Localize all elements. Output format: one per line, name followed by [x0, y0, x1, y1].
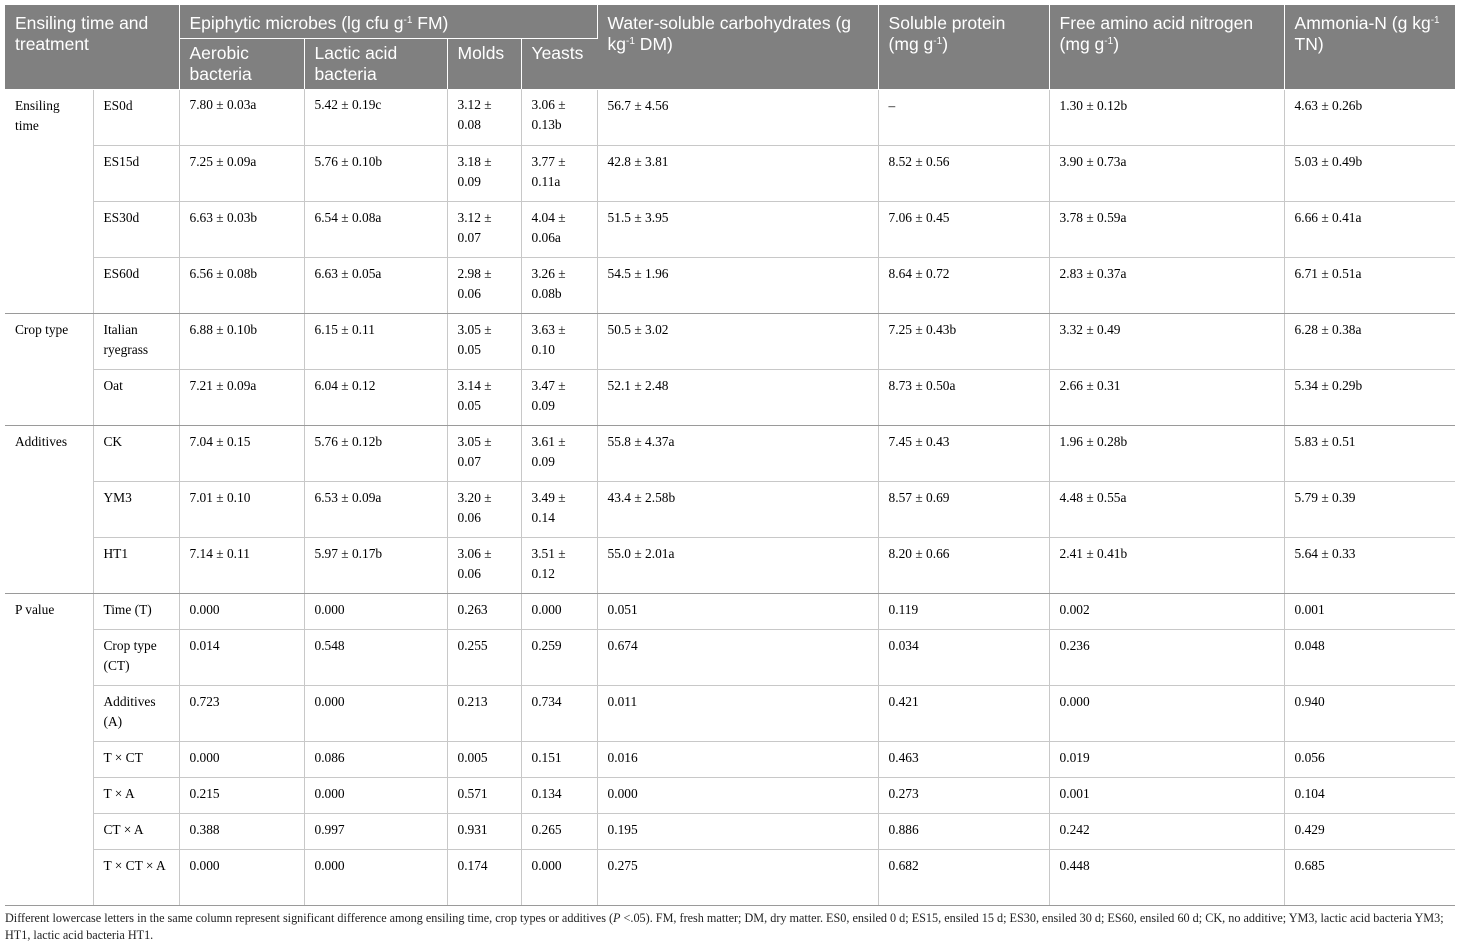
cell-aerobic-bacteria: 7.25 ± 0.09a [179, 145, 304, 201]
cell-yeasts: 3.61 ± 0.09 [521, 425, 597, 481]
cell-ammonia-n: 6.66 ± 0.41a [1284, 201, 1455, 257]
cell-lactic-acid-bacteria: 0.000 [304, 849, 447, 905]
header-aerobic-bacteria: Aerobic bacteria [179, 39, 304, 90]
cell-aerobic-bacteria: 0.000 [179, 593, 304, 629]
cell-soluble-protein: 8.20 ± 0.66 [878, 537, 1049, 593]
cell-aerobic-bacteria: 7.80 ± 0.03a [179, 89, 304, 145]
cell-soluble-protein: 0.463 [878, 741, 1049, 777]
cell-soluble-protein: 0.034 [878, 629, 1049, 685]
cell-water-soluble-carbohydrates: 43.4 ± 2.58b [597, 481, 878, 537]
cell-yeasts: 0.151 [521, 741, 597, 777]
cell-free-amino-acid-nitrogen: 3.32 ± 0.49 [1049, 313, 1284, 369]
cell-molds: 3.12 ± 0.08 [447, 89, 521, 145]
cell-yeasts: 3.63 ± 0.10 [521, 313, 597, 369]
table-row [5, 145, 1455, 201]
cell-lactic-acid-bacteria: 0.000 [304, 777, 447, 813]
cell-yeasts: 3.49 ± 0.14 [521, 481, 597, 537]
cell-soluble-protein: 8.52 ± 0.56 [878, 145, 1049, 201]
cell-lactic-acid-bacteria: 0.000 [304, 685, 447, 741]
cell-aerobic-bacteria: 6.63 ± 0.03b [179, 201, 304, 257]
cell-water-soluble-carbohydrates: 52.1 ± 2.48 [597, 369, 878, 425]
table-row [5, 425, 1455, 481]
cell-water-soluble-carbohydrates: 56.7 ± 4.56 [597, 89, 878, 145]
cell-soluble-protein: 0.273 [878, 777, 1049, 813]
cell-aerobic-bacteria: 0.014 [179, 629, 304, 685]
cell-free-amino-acid-nitrogen: 2.41 ± 0.41b [1049, 537, 1284, 593]
cell-yeasts: 3.51 ± 0.12 [521, 537, 597, 593]
cell-aerobic-bacteria: 6.56 ± 0.08b [179, 257, 304, 313]
header-epiphytic-microbes: Epiphytic microbes (lg cfu $g^{-1}$ FM) [179, 5, 597, 39]
table-row [5, 685, 1455, 741]
cell-water-soluble-carbohydrates: 42.8 ± 3.81 [597, 145, 878, 201]
cell-free-amino-acid-nitrogen: 2.83 ± 0.37a [1049, 257, 1284, 313]
cell-water-soluble-carbohydrates: 55.0 ± 2.01a [597, 537, 878, 593]
table-body [5, 89, 1455, 905]
cell-aerobic-bacteria: 7.04 ± 0.15 [179, 425, 304, 481]
cell-soluble-protein: 7.45 ± 0.43 [878, 425, 1049, 481]
cell-aerobic-bacteria: 7.01 ± 0.10 [179, 481, 304, 537]
cell-aerobic-bacteria: 0.215 [179, 777, 304, 813]
cell-lactic-acid-bacteria: 0.548 [304, 629, 447, 685]
cell-yeasts: 0.134 [521, 777, 597, 813]
header-wsc: Water-soluble carbohydrates (g $kg^{-1}$ DM) [597, 5, 878, 89]
cell-lactic-acid-bacteria: 6.53 ± 0.09a [304, 481, 447, 537]
cell-ammonia-n: 0.685 [1284, 849, 1455, 905]
cell-lactic-acid-bacteria: 5.97 ± 0.17b [304, 537, 447, 593]
cell-row-label: Italian ryegrass [93, 313, 179, 369]
cell-yeasts: 0.259 [521, 629, 597, 685]
cell-yeasts: 4.04 ± 0.06a [521, 201, 597, 257]
cell-molds: 0.213 [447, 685, 521, 741]
table-row [5, 537, 1455, 593]
table-row [5, 849, 1455, 905]
cell-yeasts: 0.000 [521, 593, 597, 629]
cell-free-amino-acid-nitrogen: 3.78 ± 0.59a [1049, 201, 1284, 257]
table-footnote: Different lowercase letters in the same column represent significant difference among ensiling time, crop types or additives (P <.05). FM, fresh matter; DM, dry matter. ES0, ensiled 0 d; ES15, ensiled 15 d; ES30, ensiled 30 d; ES60, ensiled 60 d; CK, no additive; YM3, lactic acid bacteria YM3; HT1, lactic acid bacteria HT1. [5, 910, 1444, 942]
table-row [5, 777, 1455, 813]
cell-molds: 0.571 [447, 777, 521, 813]
cell-free-amino-acid-nitrogen: 0.242 [1049, 813, 1284, 849]
cell-row-label: Time (T) [93, 593, 179, 629]
cell-lactic-acid-bacteria: 6.15 ± 0.11 [304, 313, 447, 369]
group-label: Ensiling time [5, 89, 93, 313]
cell-free-amino-acid-nitrogen: 1.30 ± 0.12b [1049, 89, 1284, 145]
cell-lactic-acid-bacteria: 5.76 ± 0.12b [304, 425, 447, 481]
cell-lactic-acid-bacteria: 0.086 [304, 741, 447, 777]
cell-row-label: ES0d [93, 89, 179, 145]
cell-aerobic-bacteria: 0.723 [179, 685, 304, 741]
cell-lactic-acid-bacteria: 5.76 ± 0.10b [304, 145, 447, 201]
header-yeasts: Yeasts [521, 39, 597, 90]
cell-aerobic-bacteria: 6.88 ± 0.10b [179, 313, 304, 369]
cell-soluble-protein: 8.64 ± 0.72 [878, 257, 1049, 313]
group-label: P value [5, 593, 93, 905]
cell-free-amino-acid-nitrogen: 0.002 [1049, 593, 1284, 629]
cell-water-soluble-carbohydrates: 50.5 ± 3.02 [597, 313, 878, 369]
cell-molds: 3.20 ± 0.06 [447, 481, 521, 537]
cell-ammonia-n: 5.83 ± 0.51 [1284, 425, 1455, 481]
table-container [5, 5, 1455, 944]
cell-row-label: ES60d [93, 257, 179, 313]
cell-row-label: ES15d [93, 145, 179, 201]
header-ammonia-n: Ammonia-N (g $kg^{-1}$ TN) [1284, 5, 1455, 89]
cell-molds: 0.263 [447, 593, 521, 629]
table-row [5, 593, 1455, 629]
cell-molds: 3.05 ± 0.07 [447, 425, 521, 481]
cell-row-label: Crop type (CT) [93, 629, 179, 685]
header-molds: Molds [447, 39, 521, 90]
cell-ammonia-n: 0.104 [1284, 777, 1455, 813]
cell-water-soluble-carbohydrates: 55.8 ± 4.37a [597, 425, 878, 481]
cell-free-amino-acid-nitrogen: 0.236 [1049, 629, 1284, 685]
header-soluble-protein: Soluble protein (mg $g^{-1}$) [878, 5, 1049, 89]
cell-yeasts: 0.265 [521, 813, 597, 849]
table-row [5, 313, 1455, 369]
cell-lactic-acid-bacteria: 0.000 [304, 593, 447, 629]
cell-lactic-acid-bacteria: 6.63 ± 0.05a [304, 257, 447, 313]
cell-water-soluble-carbohydrates: 0.051 [597, 593, 878, 629]
cell-aerobic-bacteria: 7.14 ± 0.11 [179, 537, 304, 593]
cell-ammonia-n: 6.28 ± 0.38a [1284, 313, 1455, 369]
cell-row-label: T × CT [93, 741, 179, 777]
cell-free-amino-acid-nitrogen: 0.019 [1049, 741, 1284, 777]
cell-yeasts: 0.000 [521, 849, 597, 905]
cell-row-label: HT1 [93, 537, 179, 593]
cell-lactic-acid-bacteria: 5.42 ± 0.19c [304, 89, 447, 145]
cell-row-label: Additives (A) [93, 685, 179, 741]
group-label: Crop type [5, 313, 93, 425]
table-row [5, 629, 1455, 685]
cell-soluble-protein: 0.421 [878, 685, 1049, 741]
cell-molds: 3.05 ± 0.05 [447, 313, 521, 369]
cell-yeasts: 0.734 [521, 685, 597, 741]
cell-molds: 0.005 [447, 741, 521, 777]
cell-ammonia-n: 0.940 [1284, 685, 1455, 741]
cell-water-soluble-carbohydrates: 0.674 [597, 629, 878, 685]
cell-soluble-protein: 0.119 [878, 593, 1049, 629]
cell-aerobic-bacteria: 0.388 [179, 813, 304, 849]
cell-water-soluble-carbohydrates: 54.5 ± 1.96 [597, 257, 878, 313]
cell-water-soluble-carbohydrates: 0.000 [597, 777, 878, 813]
table-row [5, 369, 1455, 425]
cell-row-label: T × CT × A [93, 849, 179, 905]
cell-ammonia-n: 5.03 ± 0.49b [1284, 145, 1455, 201]
cell-ammonia-n: 6.71 ± 0.51a [1284, 257, 1455, 313]
cell-ammonia-n: 5.34 ± 0.29b [1284, 369, 1455, 425]
cell-yeasts: 3.06 ± 0.13b [521, 89, 597, 145]
cell-yeasts: 3.47 ± 0.09 [521, 369, 597, 425]
cell-lactic-acid-bacteria: 0.997 [304, 813, 447, 849]
cell-molds: 3.14 ± 0.05 [447, 369, 521, 425]
cell-molds: 3.12 ± 0.07 [447, 201, 521, 257]
table-row [5, 89, 1455, 145]
table-row [5, 813, 1455, 849]
cell-free-amino-acid-nitrogen: 0.001 [1049, 777, 1284, 813]
cell-molds: 0.931 [447, 813, 521, 849]
cell-molds: 3.06 ± 0.06 [447, 537, 521, 593]
cell-ammonia-n: 0.001 [1284, 593, 1455, 629]
header-free-amino-acid: Free amino acid nitrogen (mg $g^{-1}$) [1049, 5, 1284, 89]
cell-water-soluble-carbohydrates: 51.5 ± 3.95 [597, 201, 878, 257]
cell-aerobic-bacteria: 0.000 [179, 849, 304, 905]
cell-molds: 0.174 [447, 849, 521, 905]
cell-molds: 0.255 [447, 629, 521, 685]
cell-soluble-protein: 7.25 ± 0.43b [878, 313, 1049, 369]
cell-row-label: YM3 [93, 481, 179, 537]
group-label: Additives [5, 425, 93, 593]
table-row [5, 201, 1455, 257]
header-lactic-acid-bacteria: Lactic acid bacteria [304, 39, 447, 90]
cell-ammonia-n: 5.64 ± 0.33 [1284, 537, 1455, 593]
cell-lactic-acid-bacteria: 6.54 ± 0.08a [304, 201, 447, 257]
cell-yeasts: 3.77 ± 0.11a [521, 145, 597, 201]
cell-free-amino-acid-nitrogen: 0.000 [1049, 685, 1284, 741]
cell-soluble-protein: 7.06 ± 0.45 [878, 201, 1049, 257]
cell-soluble-protein: 8.57 ± 0.69 [878, 481, 1049, 537]
cell-water-soluble-carbohydrates: 0.275 [597, 849, 878, 905]
cell-soluble-protein: – [878, 89, 1049, 145]
cell-ammonia-n: 0.048 [1284, 629, 1455, 685]
cell-free-amino-acid-nitrogen: 4.48 ± 0.55a [1049, 481, 1284, 537]
cell-row-label: ES30d [93, 201, 179, 257]
cell-row-label: T × A [93, 777, 179, 813]
cell-row-label: CK [93, 425, 179, 481]
cell-molds: 2.98 ± 0.06 [447, 257, 521, 313]
cell-water-soluble-carbohydrates: 0.016 [597, 741, 878, 777]
cell-lactic-acid-bacteria: 6.04 ± 0.12 [304, 369, 447, 425]
table-row [5, 481, 1455, 537]
cell-aerobic-bacteria: 0.000 [179, 741, 304, 777]
cell-ammonia-n: 0.429 [1284, 813, 1455, 849]
cell-free-amino-acid-nitrogen: 0.448 [1049, 849, 1284, 905]
cell-molds: 3.18 ± 0.09 [447, 145, 521, 201]
cell-yeasts: 3.26 ± 0.08b [521, 257, 597, 313]
cell-soluble-protein: 0.682 [878, 849, 1049, 905]
cell-row-label: CT × A [93, 813, 179, 849]
cell-ammonia-n: 0.056 [1284, 741, 1455, 777]
cell-free-amino-acid-nitrogen: 2.66 ± 0.31 [1049, 369, 1284, 425]
header-treatment: Ensiling time and treatment [5, 5, 179, 89]
cell-free-amino-acid-nitrogen: 3.90 ± 0.73a [1049, 145, 1284, 201]
cell-soluble-protein: 0.886 [878, 813, 1049, 849]
table-row [5, 257, 1455, 313]
cell-water-soluble-carbohydrates: 0.195 [597, 813, 878, 849]
cell-free-amino-acid-nitrogen: 1.96 ± 0.28b [1049, 425, 1284, 481]
table-header [5, 5, 1455, 89]
cell-ammonia-n: 5.79 ± 0.39 [1284, 481, 1455, 537]
data-table [5, 5, 1455, 906]
cell-soluble-protein: 8.73 ± 0.50a [878, 369, 1049, 425]
cell-ammonia-n: 4.63 ± 0.26b [1284, 89, 1455, 145]
cell-aerobic-bacteria: 7.21 ± 0.09a [179, 369, 304, 425]
cell-row-label: Oat [93, 369, 179, 425]
table-row [5, 741, 1455, 777]
cell-water-soluble-carbohydrates: 0.011 [597, 685, 878, 741]
